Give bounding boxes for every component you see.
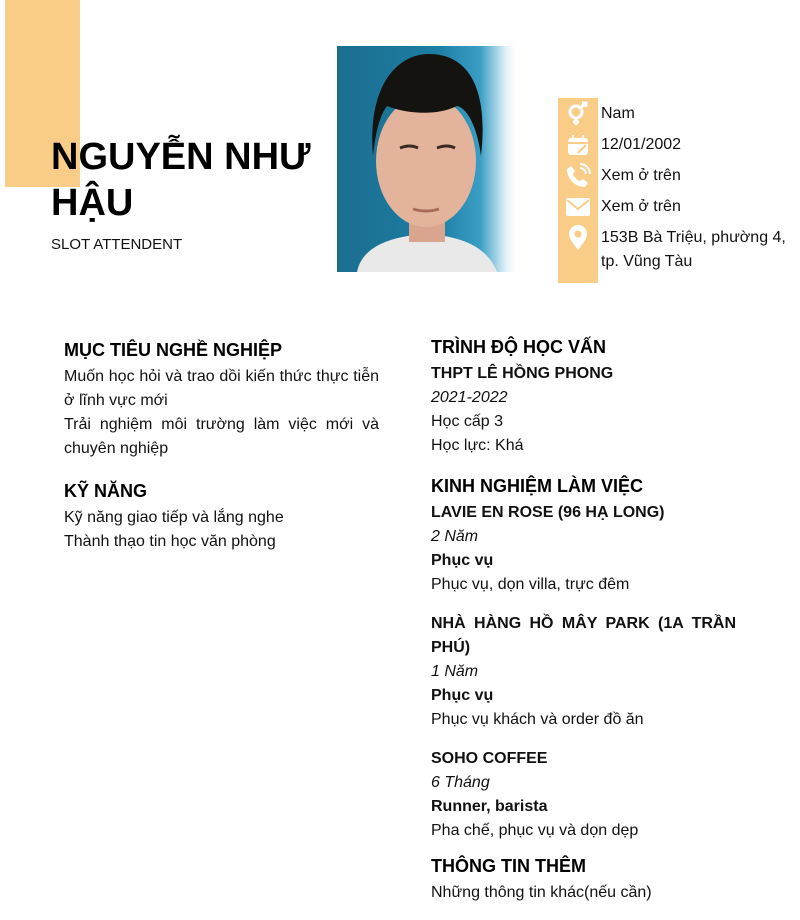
extra-info-section: THÔNG TIN THÊM Những thông tin khác(nếu cần) — [431, 853, 736, 905]
email-icon — [558, 191, 598, 222]
experience-entry: SOHO COFFEE 6 Tháng Runner, barista Pha chế, phục vụ và dọn dẹp — [431, 750, 639, 839]
experience-entry: NHÀ HÀNG HỒ MÂY PARK (1A TRẦN PHÚ) 1 Năm Phục vụ Phục vụ khách và order đồ ăn — [431, 615, 736, 728]
section-title: KINH NGHIỆM LÀM VIỆC — [431, 476, 644, 496]
section-title: THÔNG TIN THÊM — [431, 856, 586, 876]
phone-icon — [558, 160, 598, 191]
job-title: SLOT ATTENDENT — [51, 236, 183, 253]
calendar-icon — [558, 129, 598, 160]
left-column — [64, 337, 379, 571]
education-section: TRÌNH ĐỘ HỌC VẤN THPT LÊ HỒNG PHONG 2021-2022 Học cấp 3 Học lực: Khá — [431, 334, 736, 458]
location-icon — [558, 222, 598, 253]
section-title: TRÌNH ĐỘ HỌC VẤN — [431, 337, 606, 357]
contact-gender: Nam — [558, 98, 798, 129]
section-title: KỸ NĂNG — [64, 481, 148, 501]
candidate-name: NGUYỄN NHƯ HẬU — [51, 136, 311, 224]
contact-list — [558, 98, 798, 274]
contact-phone: Xem ở trên — [558, 160, 798, 191]
section-title: MỤC TIÊU NGHỀ NGHIỆP — [64, 340, 283, 360]
contact-address: 153B Bà Triệu, phường 4, tp. Vũng Tàu — [558, 222, 798, 274]
experience-section — [431, 473, 736, 843]
experience-entry: LAVIE EN ROSE (96 HẠ LONG) 2 Năm Phục vụ Phục vụ, dọn villa, trực đêm — [431, 504, 665, 593]
profile-photo — [337, 46, 516, 272]
contact-email: Xem ở trên — [558, 191, 798, 222]
gender-icon — [558, 98, 598, 129]
right-column — [431, 334, 736, 905]
contact-birthday: 12/01/2002 — [558, 129, 798, 160]
objective-section: MỤC TIÊU NGHỀ NGHIỆP Muốn học hỏi và trao dồi kiến thức thực tiễn ở lĩnh vực mới Trải nghiệm môi trường làm việc mới và chuyên nghiệp — [64, 337, 379, 461]
skills-section: KỸ NĂNG Kỹ năng giao tiếp và lắng nghe Thành thạo tin học văn phòng — [64, 478, 379, 554]
